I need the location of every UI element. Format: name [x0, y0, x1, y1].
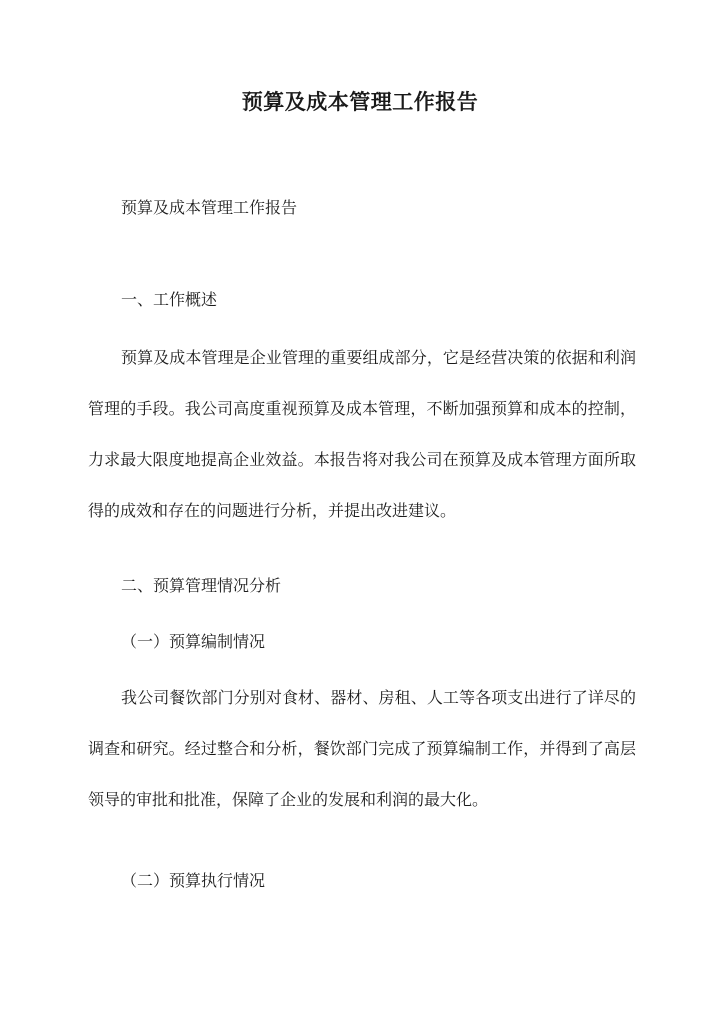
document-subtitle: 预算及成本管理工作报告 [121, 198, 298, 217]
document-title: 预算及成本管理工作报告 [241, 89, 479, 114]
section-1-heading: 一、工作概述 [121, 290, 218, 309]
section-2-1-paragraph: 我公司餐饮部门分别对食材、器材、房租、人工等各项支出进行了详尽的调查和研究。经过整合和分析，餐饮部门完成了预算编制工作，并得到了高层领导的审批和批准，保障了企业的发展和利润的最大化。 [88, 688, 636, 809]
section-2-2-heading: （二）预算执行情况 [121, 871, 266, 890]
section-2-heading: 二、预算管理情况分析 [121, 576, 282, 595]
section-2-1-heading: （一）预算编制情况 [121, 632, 266, 651]
section-1-paragraph: 预算及成本管理是企业管理的重要组成部分，它是经营决策的依据和利润管理的手段。我公司高度重视预算及成本管理，不断加强预算和成本的控制，力求最大限度地提高企业效益。本报告将对我公司在预算及成本管理方面所取得的成效和存在的问题进行分析，并提出改进建议。 [88, 348, 636, 520]
